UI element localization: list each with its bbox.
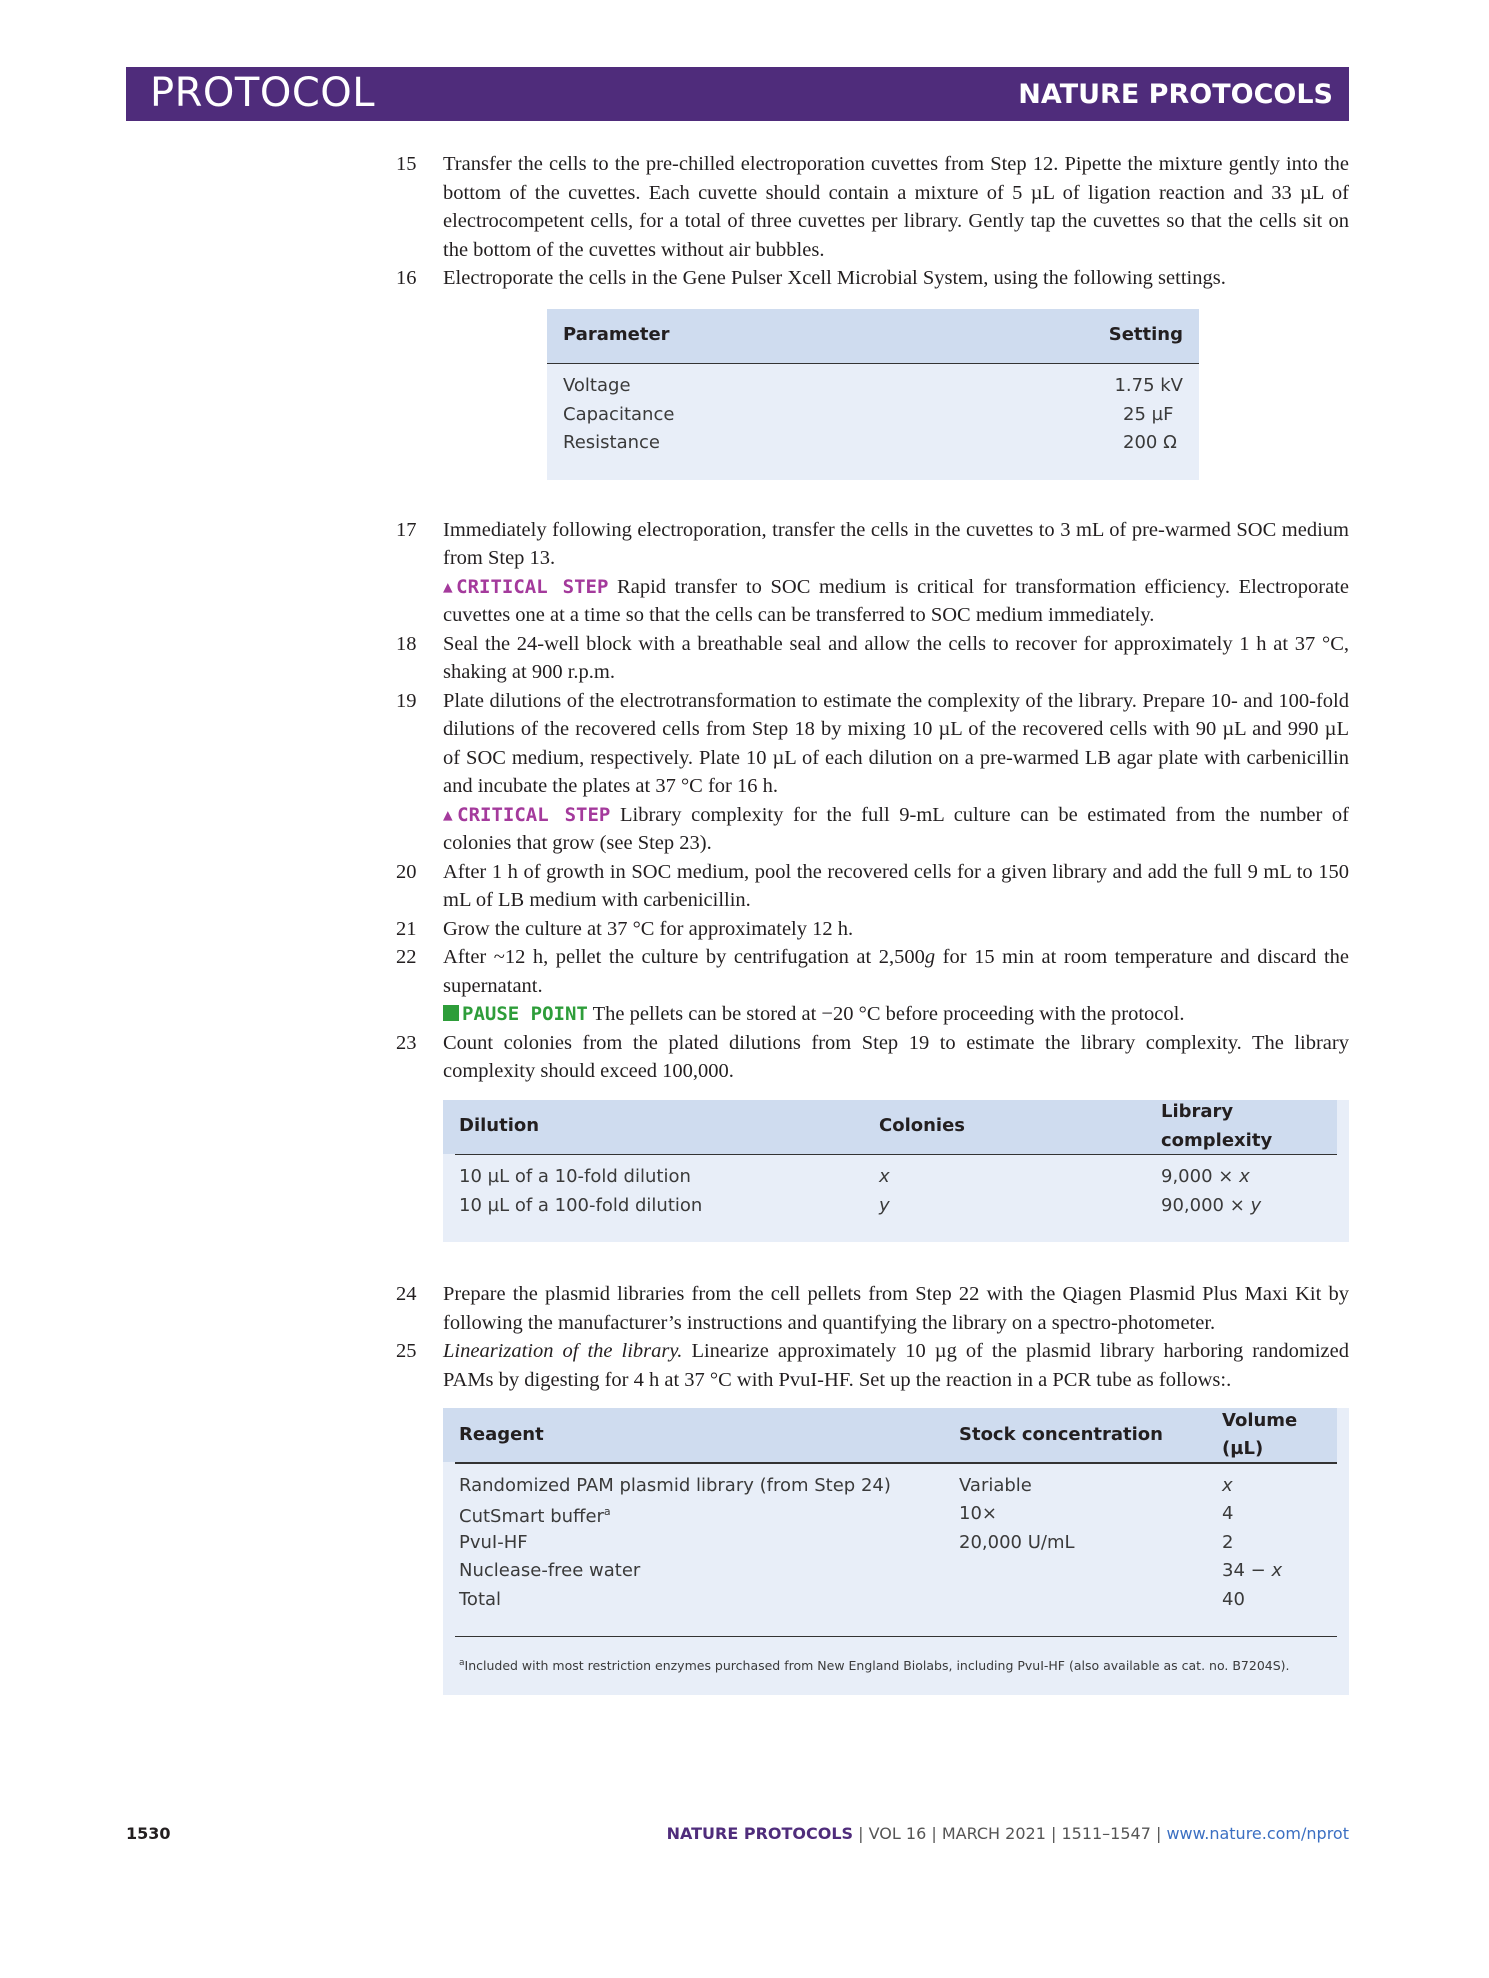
- step-20: [396, 858, 1349, 915]
- table-cell: 90,000 × y: [1161, 1194, 1262, 1216]
- table-cell: CutSmart buffer$^a$: [459, 1504, 611, 1527]
- table-cell: 40: [1222, 1588, 1245, 1610]
- table-cell: 1.75 kV: [1114, 375, 1183, 396]
- step-text: Transfer the cells to the pre-chilled electroporation cuvettes from Step 12. Pipette the mixture gently into the bottom of the cuvettes. Each cuvette should contain a mixture of 5 µL of ligation reaction and 33 µL of electrocompetent cells, for a total of three cuvettes per library. Gently tap the cuvettes so that the cells sit on the bottom of the cuvettes without air bubbles.: [443, 153, 1349, 261]
- critical-step-note: ▲CRITICAL STEP Library complexity for the full 9-mL culture can be estimated from the number of colonies that grow (see Step 23).: [443, 803, 1349, 854]
- table-row: [547, 372, 1199, 401]
- table-cell: Capacitance: [563, 403, 675, 425]
- table-cell: x: [1222, 1474, 1233, 1496]
- warning-triangle-icon: ▲: [443, 804, 458, 824]
- settings-table: [547, 309, 1199, 480]
- critical-step-label: ▲CRITICAL STEP: [443, 575, 609, 598]
- critical-step-label: ▲CRITICAL STEP: [443, 803, 611, 826]
- table-row: [443, 1586, 1337, 1615]
- step-18: [396, 630, 1349, 687]
- step-text: Immediately following electroporation, transfer the cells in the cuvettes to 3 mL of pre-warmed SOC medium from Step 13.: [443, 518, 1349, 569]
- col-header: Setting: [1108, 324, 1183, 346]
- critical-step-note: ▲CRITICAL STEP Rapid transfer to SOC medium is critical for transformation efficiency. Electroporate cuvettes one at a time so that the cells can be transferred to SOC medium immediately.: [443, 575, 1349, 626]
- step-text: Grow the culture at 37 °C for approximately 12 h.: [443, 917, 854, 940]
- step-text: After 1 h of growth in SOC medium, pool the recovered cells for a given library and add the full 9 mL to 150 mL of LB medium with carbenicillin.: [443, 860, 1349, 911]
- table-cell: 200 Ω: [1123, 432, 1177, 453]
- table-row: [443, 1500, 1337, 1529]
- step-21: [396, 915, 1349, 944]
- table-row: [547, 401, 1199, 430]
- table-cell: Randomized PAM plasmid library (from Step 24): [459, 1474, 891, 1496]
- step-number: 24: [396, 1283, 417, 1305]
- step-number: 16: [396, 267, 417, 289]
- section-label: PROTOCOL: [150, 70, 376, 116]
- step-number: 25: [396, 1340, 417, 1362]
- pause-point-label: PAUSE POINT: [443, 1003, 588, 1025]
- table-cell: 2: [1222, 1531, 1234, 1553]
- col-header: Reagent: [459, 1423, 544, 1445]
- protocol-content: [396, 150, 1349, 1695]
- col-header: Stock concentration: [959, 1423, 1163, 1445]
- step-text: Electroporate the cells in the Gene Pulser Xcell Microbial System, using the following settings.: [443, 267, 1226, 289]
- step-text: Count colonies from the plated dilutions from Step 19 to estimate the library complexity. The library complexity should exceed 100,000.: [443, 1031, 1349, 1082]
- table-cell: Nuclease-free water: [459, 1560, 641, 1581]
- step-text: Prepare the plasmid libraries from the cell pellets from Step 22 with the Qiagen Plasmid Plus Maxi Kit by following the manufacturer’s instructions and quantifying the library on a spectro-photometer.: [443, 1283, 1349, 1334]
- step-17: [396, 516, 1349, 630]
- table-cell: 20,000 U/mL: [959, 1531, 1075, 1553]
- step-24: [396, 1280, 1349, 1337]
- warning-triangle-icon: ▲: [443, 576, 457, 596]
- table-cell: PvuI-HF: [459, 1531, 528, 1553]
- step-19: [396, 687, 1349, 858]
- pause-square-icon: [443, 1005, 459, 1021]
- table-cell: 10 µL of a 100-fold dilution: [459, 1194, 703, 1216]
- page-number: 1530: [126, 1824, 171, 1843]
- journal-url-link[interactable]: www.nature.com/nprot: [1166, 1824, 1349, 1843]
- journal-name: NATURE PROTOCOLS: [1018, 79, 1333, 110]
- step-number: 20: [396, 860, 417, 883]
- step-number: 22: [396, 946, 417, 968]
- step-16: [396, 264, 1349, 293]
- table-footnote: $^a$Included with most restriction enzymes purchased from New England Biolabs, including PvuI-HF (also available as cat. no. B7204S).: [459, 1658, 1290, 1674]
- step-22: [396, 943, 1349, 1029]
- citation-line: NATURE PROTOCOLS | VOL 16 | MARCH 2021 | 1511–1547 | www.nature.com/nprot: [666, 1824, 1349, 1843]
- col-header: Volume (µL): [1222, 1409, 1298, 1459]
- step-number: 19: [396, 689, 417, 712]
- complexity-table: [443, 1100, 1349, 1243]
- step-text: Plate dilutions of the electrotransformation to estimate the complexity of the library. Prepare 10- and 100-fold dilutions of the recovered cells from Step 18 by mixing 10 µL of the recovered cells with 90 µL and 990 µL of SOC medium, respectively. Plate 10 µL of each dilution on a pre-warmed LB agar plate with carbenicillin and incubate the plates at 37 °C for 16 h.: [443, 689, 1349, 797]
- step-text: After ~12 h, pellet the culture by centrifugation at 2,500g for 15 min at room temperature and discard the supernatant.: [443, 946, 1349, 997]
- table-cell: 9,000 × x: [1161, 1166, 1250, 1187]
- table-row: [443, 1163, 1337, 1192]
- step-text: Seal the 24-well block with a breathable seal and allow the cells to recover for approximately 1 h at 37 °C, shaking at 900 r.p.m.: [443, 632, 1349, 683]
- step-number: 21: [396, 917, 417, 940]
- reaction-table: [443, 1408, 1349, 1695]
- table-row: [443, 1557, 1337, 1586]
- table-cell: 10×: [959, 1503, 997, 1524]
- table-cell: Total: [459, 1588, 502, 1610]
- col-header: Dilution: [459, 1115, 540, 1137]
- table-cell: x: [879, 1166, 890, 1187]
- pause-point-note: PAUSE POINT The pellets can be stored at −20 °C before proceeding with the protocol.: [443, 1000, 1349, 1029]
- step-15: [396, 150, 1349, 264]
- table-cell: y: [879, 1194, 890, 1216]
- step-number: 18: [396, 632, 417, 655]
- step-25: [396, 1337, 1349, 1394]
- col-header: Library complexity: [1161, 1101, 1273, 1151]
- header-bar: [126, 67, 1349, 121]
- step-number: 15: [396, 153, 417, 175]
- step-text: Linearization of the library. Linearize approximately 10 µg of the plasmid library harboring randomized PAMs by digesting for 4 h at 37 °C with PvuI-HF. Set up the reaction in a PCR tube as follows:.: [443, 1340, 1349, 1391]
- table-cell: 25 µF: [1123, 403, 1174, 425]
- table-row: [443, 1192, 1337, 1221]
- table-cell: 10 µL of a 10-fold dilution: [459, 1166, 691, 1187]
- step-number: 23: [396, 1031, 417, 1054]
- table-row: [547, 429, 1199, 458]
- table-cell: Variable: [959, 1474, 1032, 1496]
- table-row: [443, 1472, 1337, 1501]
- table-cell: 34 − x: [1222, 1560, 1283, 1581]
- step-23: [396, 1029, 1349, 1086]
- table-cell: 4: [1222, 1503, 1234, 1524]
- table-cell: Voltage: [563, 375, 631, 396]
- table-cell: Resistance: [563, 432, 660, 453]
- col-header: Colonies: [879, 1115, 966, 1137]
- step-number: 17: [396, 518, 417, 541]
- table-row: [443, 1529, 1337, 1558]
- page-footer: [126, 1824, 1349, 1848]
- col-header: Parameter: [563, 324, 670, 346]
